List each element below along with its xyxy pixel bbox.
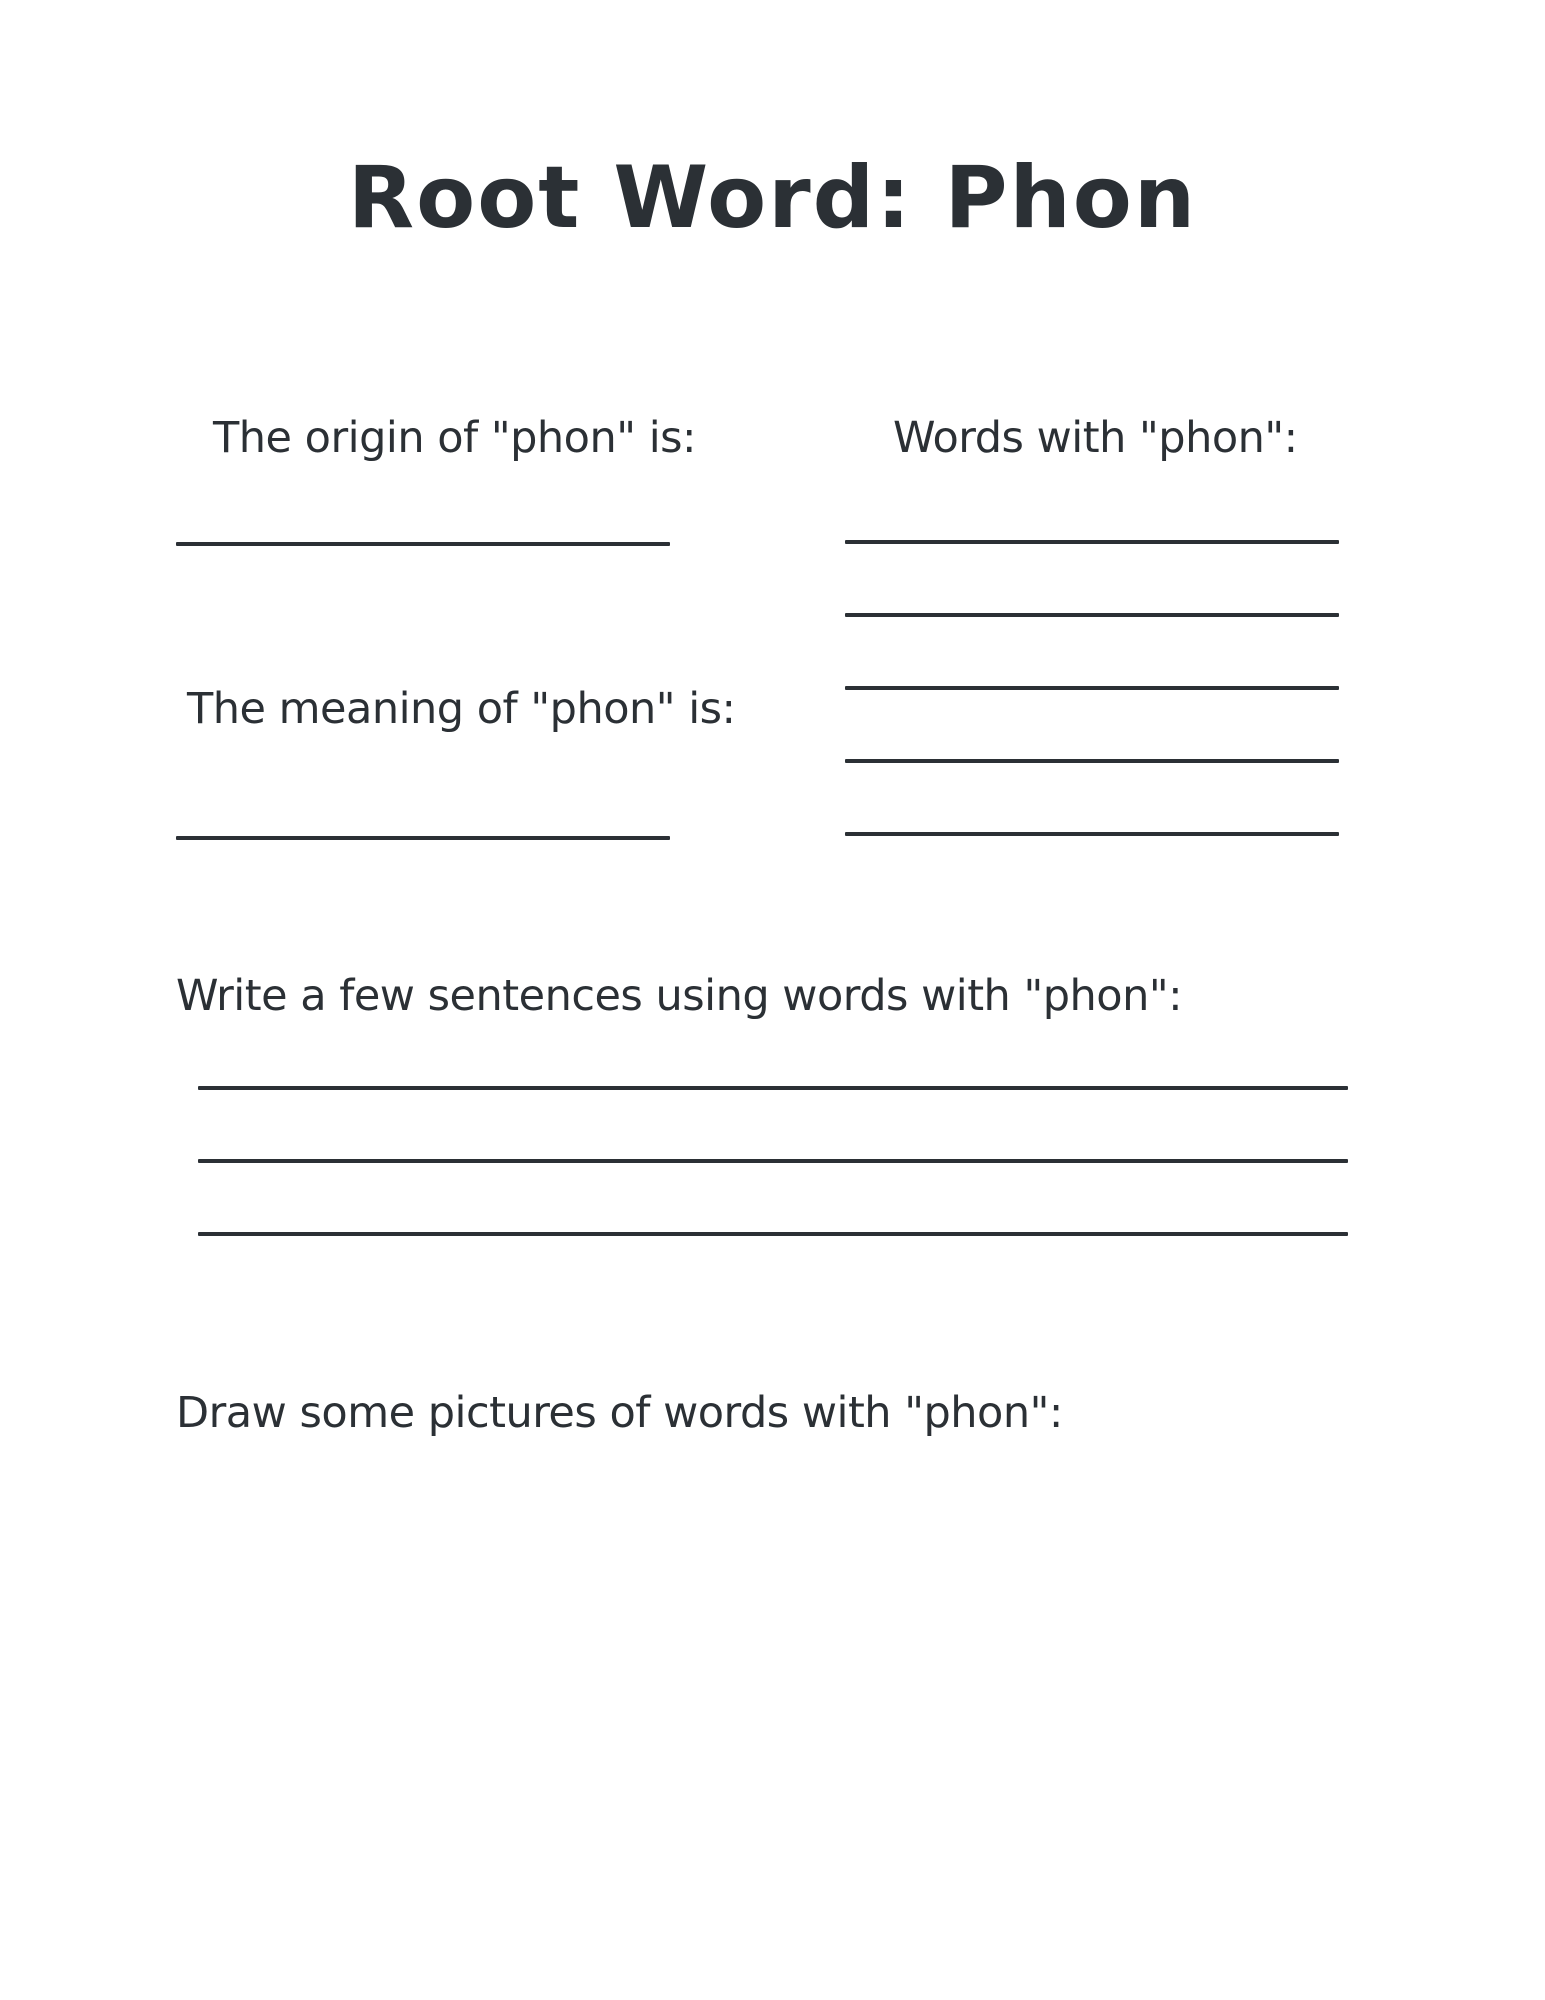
sentence-answer-line[interactable]	[198, 1232, 1348, 1236]
origin-answer-line[interactable]	[176, 542, 670, 546]
draw-prompt: Draw some pictures of words with "phon":	[176, 1388, 1063, 1438]
sentence-answer-line[interactable]	[198, 1159, 1348, 1163]
words-answer-line[interactable]	[845, 686, 1339, 690]
words-answer-line[interactable]	[845, 759, 1339, 763]
words-answer-line[interactable]	[845, 613, 1339, 617]
meaning-answer-line[interactable]	[176, 836, 670, 840]
origin-prompt: The origin of "phon" is:	[213, 413, 697, 463]
drawing-area[interactable]	[176, 1460, 1348, 1940]
page-title: Root Word: Phon	[347, 148, 1198, 248]
sentence-answer-line[interactable]	[198, 1086, 1348, 1090]
words-answer-line[interactable]	[845, 540, 1339, 544]
words-answer-line[interactable]	[845, 832, 1339, 836]
meaning-prompt: The meaning of "phon" is:	[187, 684, 736, 734]
sentences-prompt: Write a few sentences using words with "phon":	[176, 971, 1183, 1021]
words-prompt: Words with "phon":	[893, 413, 1298, 463]
